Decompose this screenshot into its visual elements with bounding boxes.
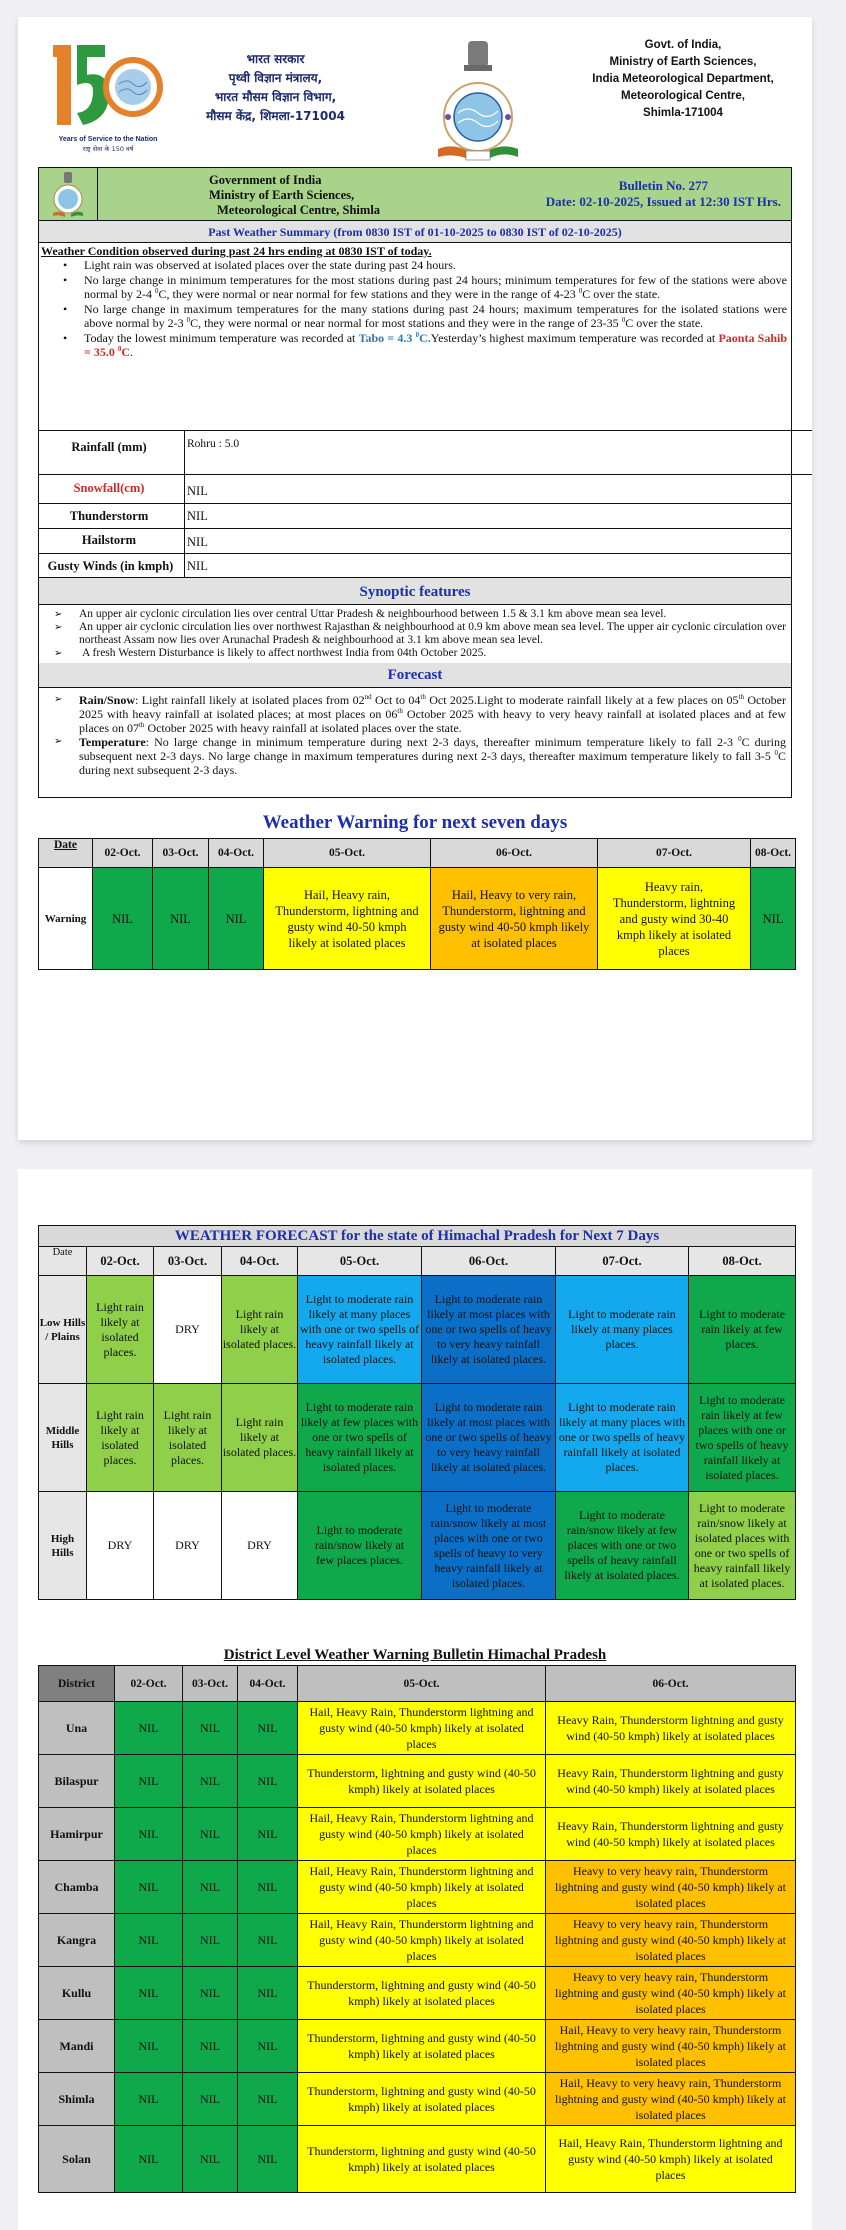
bulletin-number: Bulletin No. 277	[618, 178, 708, 193]
warning-cell-green: NIL	[238, 1755, 298, 1808]
observation-text: C over the state.	[582, 286, 661, 301]
warning-cell-green: NIL	[209, 868, 264, 970]
warning-table	[38, 838, 796, 970]
param-value: NIL	[184, 475, 208, 503]
forecast-row-low-hills	[39, 1276, 796, 1384]
date-column-header: 04-Oct.	[222, 1247, 298, 1276]
date-column-header: 07-Oct.	[598, 839, 751, 868]
observation-section	[38, 243, 792, 430]
date-column-header: 07-Oct.	[556, 1247, 689, 1276]
forecast-cell: Light to moderate rain likely at few places with one or two spells of heavy rainfall likely at isolated places.	[689, 1384, 796, 1492]
seven-day-forecast-table	[38, 1225, 796, 1600]
observation-text: C, they were normal or near normal for most stations and they were in the range of 23-35	[190, 315, 622, 330]
synoptic-item: ➢ A fresh Western Disturbance is likely to affect northwest India from 04th October 2025.	[54, 647, 786, 660]
forecast-text: Oct to 04	[371, 693, 421, 707]
warning-cell-green: NIL	[238, 2073, 298, 2126]
warning-cell-green: NIL	[93, 868, 153, 970]
district-name: Chamba	[39, 1861, 115, 1914]
district-row	[39, 1967, 796, 2020]
warning-cell-green: NIL	[115, 1967, 183, 2020]
param-value: NIL	[184, 504, 208, 528]
date-column-header: 06-Oct.	[422, 1247, 556, 1276]
district-table-body	[39, 1702, 796, 2193]
warning-cell-green: NIL	[115, 1861, 183, 1914]
warning-cell-green: NIL	[115, 1808, 183, 1861]
synoptic-item: ➢ An upper air cyclonic circulation lies over central Uttar Pradesh & neighbourhood between 1.5 & 3.1 km above mean sea level.	[54, 608, 786, 621]
observation-item	[69, 303, 787, 330]
warning-cell-green: NIL	[183, 2073, 238, 2126]
synoptic-item: ➢ An upper air cyclonic circulation lies over northwest Rajasthan & neighbourhood at 0.9 km above mean sea level. The upper air cyclonic circulation over northeast Assam now lies over Arunachal Pradesh & neighbourhood at 3.1 km above mean sea level.	[54, 621, 786, 647]
ordinal-sup: th	[420, 693, 426, 701]
param-label: Hailstorm	[81, 533, 137, 547]
warning-cell-orange: Heavy to very heavy rain, Thunderstorm lightning and gusty wind (40-50 kmph) likely at isolated places	[546, 1861, 796, 1914]
observation-item	[69, 259, 787, 273]
degree-sup: 0	[117, 344, 122, 353]
observation-text: Light rain was observed at isolated places over the state during past 24 hours.	[84, 257, 456, 272]
forecast-cell: Light to moderate rain likely at many places places.	[556, 1276, 689, 1384]
date-column-header: 08-Oct.	[751, 839, 796, 868]
english-address-line: India Meteorological Department,	[592, 73, 774, 85]
warning-cell-green: NIL	[238, 1861, 298, 1914]
forecast-text: October 2025 with heavy rainfall at isolated places over the state.	[144, 721, 462, 735]
forecast-text: C during subsequent next 2-3 days. No large change in maximum temperatures during next 2-3 days, thereafter maximum temperature likely to fall 3-5	[79, 735, 786, 763]
district-warning-table	[38, 1665, 796, 2193]
gov-line: Meteorological Centre, Shimla	[217, 203, 381, 217]
forecast-text: C during next subsequent 2-3 days.	[79, 749, 786, 777]
forecast-cell: Light to moderate rain likely at many places with one or two spells of heavy rainfall likely at isolated places.	[556, 1384, 689, 1492]
observation-text: C over the state.	[625, 315, 704, 330]
forecast-cell: Light to moderate rain/snow likely at few places with one or two spells of heavy rainfall likely at isolated places.	[556, 1492, 689, 1600]
warning-cell-yellow: Hail, Heavy Rain, Thunderstorm lightning and gusty wind (40-50 kmph) likely at isolated places	[298, 1914, 546, 1967]
region-label: High Hills	[39, 1492, 87, 1600]
district-row	[39, 1702, 796, 1755]
warning-cell-yellow: Heavy rain, Thunderstorm, lightning and gusty wind 30-40 kmph likely at isolated places	[598, 868, 751, 970]
warning-cell-green: NIL	[183, 2126, 238, 2193]
warning-cell-yellow: Heavy Rain, Thunderstorm lightning and gusty wind (40-50 kmph) likely at isolated places	[546, 1702, 796, 1755]
district-name: Una	[39, 1702, 115, 1755]
district-name: Solan	[39, 2126, 115, 2193]
lowest-temp-station	[359, 331, 431, 345]
warning-cell-green: NIL	[183, 1861, 238, 1914]
date-column-header: 05-Oct.	[264, 839, 431, 868]
forecast-row-middle-hills	[39, 1384, 796, 1492]
param-row-gusty-winds	[38, 553, 792, 577]
date-column-header: 03-Oct.	[153, 839, 209, 868]
warning-cell-yellow: Thunderstorm, lightning and gusty wind (40-50 kmph) likely at isolated places	[298, 2073, 546, 2126]
forecast-text: October 2025 with heavy to very heavy rainfall at isolated places and at few places on 07	[79, 707, 787, 735]
observation-item	[69, 274, 787, 301]
district-row	[39, 1914, 796, 1967]
forecast-cell: Light to moderate rain/snow likely at isolated places with one or two spells of heavy rainfall likely at isolated places.	[689, 1492, 796, 1600]
warning-cell-green: NIL	[115, 2126, 183, 2193]
forecast-section	[38, 688, 792, 798]
observation-text: C, they were normal or near normal for few stations and they were in the range of 4-23	[158, 286, 579, 301]
degree-sup: 0	[186, 315, 191, 324]
warning-cell-yellow: Hail, Heavy Rain, Thunderstorm lightning and gusty wind (40-50 kmph) likely at isolated places	[298, 1702, 546, 1755]
forecast-temperature	[54, 735, 786, 777]
degree-sup: 0	[774, 749, 778, 757]
date-column-header: 04-Oct.	[209, 839, 264, 868]
hindi-address	[183, 50, 368, 126]
warning-cell-green: NIL	[115, 2020, 183, 2073]
forecast-cell: DRY	[222, 1492, 298, 1600]
degree-sup: 0	[578, 286, 583, 295]
observation-text: Today the lowest minimum temperature was recorded at	[84, 331, 359, 345]
warning-cell-green: NIL	[183, 1755, 238, 1808]
observation-list	[39, 259, 791, 360]
warning-cell-green: NIL	[115, 1702, 183, 1755]
district-name: Mandi	[39, 2020, 115, 2073]
past-weather-summary-heading: Past Weather Summary (from 0830 IST of 01-10-2025 to 0830 IST of 02-10-2025)	[38, 221, 792, 243]
synoptic-features	[38, 605, 792, 663]
bulletin-date: Date: 02-10-2025, Issued at 12:30 IST Hrs.	[545, 194, 781, 209]
forecast-cell: DRY	[154, 1276, 222, 1384]
warning-cell-orange: Heavy to very heavy rain, Thunderstorm lightning and gusty wind (40-50 kmph) likely at isolated places	[546, 1967, 796, 2020]
param-label: Gusty Winds (in kmph)	[47, 559, 174, 573]
date-column-header: 03-Oct.	[154, 1247, 222, 1276]
ordinal-sup: th	[397, 707, 403, 715]
district-table-header	[39, 1666, 796, 1702]
warning-cell-green: NIL	[238, 2020, 298, 2073]
warning-cell-orange: Hail, Heavy to very heavy rain, Thunderstorm lightning and gusty wind (40-50 kmph) likely at isolated places	[546, 2073, 796, 2126]
warning-cell-green: NIL	[238, 1702, 298, 1755]
district-name: Hamirpur	[39, 1808, 115, 1861]
divider	[792, 474, 812, 475]
forecast-table-header	[39, 1247, 796, 1276]
warning-cell-orange: Heavy to very heavy rain, Thunderstorm lightning and gusty wind (40-50 kmph) likely at isolated places	[546, 1914, 796, 1967]
divider	[792, 430, 812, 431]
param-label: Thunderstorm	[69, 509, 149, 523]
param-label: Snowfall(cm)	[73, 481, 145, 495]
forecast-table-title: WEATHER FORECAST for the state of Himachal Pradesh for Next 7 Days	[39, 1226, 796, 1247]
forecast-cell: Light rain likely at isolated places.	[222, 1384, 298, 1492]
forecast-cell: Light rain likely at isolated places.	[154, 1384, 222, 1492]
period: .	[130, 344, 134, 359]
forecast-cell: Light rain likely at isolated places.	[87, 1384, 154, 1492]
government-name	[209, 173, 380, 218]
forecast-cell: Light to moderate rain likely at most places with one or two spells of heavy to very heavy rainfall likely at isolated places.	[422, 1384, 556, 1492]
english-address-line: Govt. of India,	[644, 39, 722, 51]
highest-temp-value: Paonta Sahib = 35.0	[84, 331, 787, 359]
observation-text: No large change in minimum temperatures for the most stations during past 24 hours; minimum temperatures for few of the stations were above normal by 2-4	[84, 273, 787, 301]
warning-cell-green: NIL	[115, 2073, 183, 2126]
logo-tagline-hindi: राष्ट्र सेवा के 150 वर्ष	[82, 145, 134, 153]
warning-cell-green: NIL	[183, 1808, 238, 1861]
forecast-cell: Light to moderate rain likely at few places.	[689, 1276, 796, 1384]
param-row-snowfall	[38, 474, 792, 503]
english-address-line: Ministry of Earth Sciences,	[609, 56, 757, 68]
region-label: Low Hills / Plains	[39, 1276, 87, 1384]
district-row	[39, 2073, 796, 2126]
region-label: Middle Hills	[39, 1384, 87, 1492]
hindi-address-line: भारत मौसम विज्ञान विभाग,	[214, 90, 337, 104]
forecast-cell: Light to moderate rain likely at few places with one or two spells of heavy rainfall likely at isolated places.	[298, 1384, 422, 1492]
english-address-line: Shimla-171004	[643, 107, 723, 119]
letterhead	[18, 17, 812, 162]
warning-cell-yellow: Hail, Heavy Rain, Thunderstorm lightning and gusty wind (40-50 kmph) likely at isolated places	[546, 2126, 796, 2193]
district-name: Bilaspur	[39, 1755, 115, 1808]
param-row-rainfall	[38, 430, 792, 474]
param-value: NIL	[184, 529, 208, 553]
observation-text: No large change in maximum temperatures for the many stations during past 24 hours; maximum temperatures for the isolated stations were above normal by 2-3	[84, 302, 787, 330]
forecast-cell: Light to moderate rain/snow likely at few places places.	[298, 1492, 422, 1600]
warning-cell-green: NIL	[153, 868, 209, 970]
date-column-header: 03-Oct.	[183, 1666, 238, 1702]
district-row	[39, 2126, 796, 2193]
forecast-cell: Light to moderate rain likely at many places with one or two spells of heavy rainfall likely at isolated places.	[298, 1276, 422, 1384]
hindi-address-line: मौसम केंद्र, शिमला-171004	[206, 109, 345, 123]
forecast-row-high-hills	[39, 1492, 796, 1600]
param-row-hailstorm	[38, 528, 792, 553]
bulletin-page-2	[18, 1169, 812, 2230]
ordinal-sup: th	[738, 693, 744, 701]
warning-cell-green: NIL	[183, 2020, 238, 2073]
district-name: Kullu	[39, 1967, 115, 2020]
imd-emblem-logo	[428, 37, 528, 167]
date-column-header: 04-Oct.	[238, 1666, 298, 1702]
date-column-header: 02-Oct.	[87, 1247, 154, 1276]
district-row	[39, 1808, 796, 1861]
observation-item	[69, 332, 787, 359]
param-row-thunderstorm	[38, 503, 792, 528]
degree-sup: 0	[155, 286, 159, 295]
lowest-temp-value: Tabo = 4.3	[358, 331, 416, 345]
forecast-rain-snow	[54, 693, 786, 735]
forecast-text: Oct 2025.Light to moderate rainfall likely at a few places on 05	[425, 693, 739, 707]
english-address	[573, 37, 793, 122]
warning-cell-yellow: Heavy Rain, Thunderstorm lightning and gusty wind (40-50 kmph) likely at isolated places	[546, 1755, 796, 1808]
date-column-header: 08-Oct.	[689, 1247, 796, 1276]
param-label: Rainfall (mm)	[71, 440, 147, 454]
warning-row	[39, 868, 796, 970]
date-column-header: 02-Oct.	[93, 839, 153, 868]
district-table-title: District Level Weather Warning Bulletin Himachal Pradesh	[223, 1647, 607, 1663]
unit: C.	[419, 331, 431, 345]
warning-cell-green: NIL	[751, 868, 796, 970]
forecast-text: : Light rainfall likely at isolated places from 02	[135, 693, 365, 707]
forecast-label: Rain/Snow	[79, 693, 136, 707]
degree-sup: 0	[738, 735, 742, 743]
date-header: Date	[39, 1247, 87, 1276]
warning-cell-yellow: Thunderstorm, lightning and gusty wind (40-50 kmph) likely at isolated places	[298, 1967, 546, 2020]
gov-line: Ministry of Earth Sciences,	[209, 188, 355, 202]
warning-cell-orange: Hail, Heavy to very rain, Thunderstorm, lightning and gusty wind 40-50 kmph likely at isolated places	[431, 868, 598, 970]
warning-cell-yellow: Thunderstorm, lightning and gusty wind (40-50 kmph) likely at isolated places	[298, 1755, 546, 1808]
forecast-label: Temperature	[79, 735, 146, 749]
unit: C	[121, 344, 131, 359]
district-row	[39, 1861, 796, 1914]
forecast-heading: Forecast	[38, 663, 792, 688]
district-name: Kangra	[39, 1914, 115, 1967]
synoptic-heading: Synoptic features	[38, 577, 792, 605]
date-column-header: 05-Oct.	[298, 1666, 546, 1702]
forecast-cell: Light to moderate rain likely at most places with one or two spells of heavy to very heavy rainfall likely at isolated places.	[422, 1276, 556, 1384]
forecast-cell: DRY	[87, 1492, 154, 1600]
date-column-header: 05-Oct.	[298, 1247, 422, 1276]
warning-cell-green: NIL	[238, 1914, 298, 1967]
hindi-address-line: पृथ्वी विज्ञान मंत्रालय,	[228, 71, 323, 85]
row-label: Warning	[39, 868, 93, 970]
imd-150-years-logo	[53, 37, 163, 165]
forecast-cell: Light rain likely at isolated places.	[87, 1276, 154, 1384]
logo-tagline: Years of Service to the Nation	[58, 136, 158, 143]
ordinal-sup: nd	[364, 693, 372, 701]
observation-title: Weather Condition observed during past 24 hrs ending at 0830 IST of today.	[41, 244, 432, 258]
district-row	[39, 1755, 796, 1808]
warning-table-title: Weather Warning for next seven days	[262, 812, 568, 833]
gov-line: Government of India	[209, 173, 322, 187]
english-address-line: Meteorological Centre,	[621, 90, 745, 102]
warning-cell-yellow: Hail, Heavy rain, Thunderstorm, lightning and gusty wind 40-50 kmph likely at isolated places	[264, 868, 431, 970]
warning-cell-green: NIL	[115, 1914, 183, 1967]
warning-cell-green: NIL	[238, 2126, 298, 2193]
param-value: Rohru : 5.0	[184, 431, 239, 474]
district-header: District	[39, 1666, 115, 1702]
bulletin-page-1	[18, 17, 812, 1140]
param-value: NIL	[184, 554, 208, 577]
bulletin-banner	[38, 167, 792, 221]
district-row	[39, 2020, 796, 2073]
warning-cell-green: NIL	[115, 1755, 183, 1808]
forecast-cell: Light rain likely at isolated places.	[222, 1276, 298, 1384]
forecast-cell: DRY	[154, 1492, 222, 1600]
forecast-cell: Light to moderate rain/snow likely at most places with one or two spells of heavy to very heavy rainfall likely at isolated places.	[422, 1492, 556, 1600]
date-column-header: 06-Oct.	[431, 839, 598, 868]
warning-cell-green: NIL	[238, 1967, 298, 2020]
warning-table-header	[39, 839, 796, 868]
warning-cell-yellow: Hail, Heavy Rain, Thunderstorm lightning and gusty wind (40-50 kmph) likely at isolated places	[298, 1861, 546, 1914]
warning-cell-yellow: Thunderstorm, lightning and gusty wind (40-50 kmph) likely at isolated places	[298, 2126, 546, 2193]
observation-text: Yesterday’s highest maximum temperature was recorded at	[430, 331, 719, 345]
date-header: Date	[39, 839, 93, 868]
warning-cell-yellow: Heavy Rain, Thunderstorm lightning and gusty wind (40-50 kmph) likely at isolated places	[546, 1808, 796, 1861]
degree-sup: 0	[621, 315, 626, 324]
degree-sup: 0	[415, 331, 420, 339]
bulletin-info	[546, 178, 781, 210]
warning-cell-green: NIL	[183, 1967, 238, 2020]
date-column-header: 06-Oct.	[546, 1666, 796, 1702]
warning-cell-green: NIL	[183, 1914, 238, 1967]
warning-cell-green: NIL	[238, 1808, 298, 1861]
ordinal-sup: th	[138, 721, 145, 729]
date-column-header: 02-Oct.	[115, 1666, 183, 1702]
imd-mini-emblem-icon	[49, 171, 87, 219]
warning-cell-yellow: Thunderstorm, lightning and gusty wind (40-50 kmph) likely at isolated places	[298, 2020, 546, 2073]
district-name: Shimla	[39, 2073, 115, 2126]
warning-cell-yellow: Hail, Heavy Rain, Thunderstorm lightning and gusty wind (40-50 kmph) likely at isolated places	[298, 1808, 546, 1861]
forecast-text: October 2025 with heavy rainfall at isolated places; at most places on 06	[79, 693, 787, 721]
hindi-address-line: भारत सरकार	[246, 52, 305, 66]
banner-divider	[97, 168, 98, 220]
logo-150-graphic	[53, 37, 163, 132]
forecast-text: : No large change in minimum temperature during next 2-3 days, thereafter minimum temperature likely to fall 2-3	[145, 735, 739, 749]
warning-cell-green: NIL	[183, 1702, 238, 1755]
warning-cell-orange: Hail, Heavy to very heavy rain, Thunderstorm lightning and gusty wind (40-50 kmph) likely at isolated places	[546, 2020, 796, 2073]
